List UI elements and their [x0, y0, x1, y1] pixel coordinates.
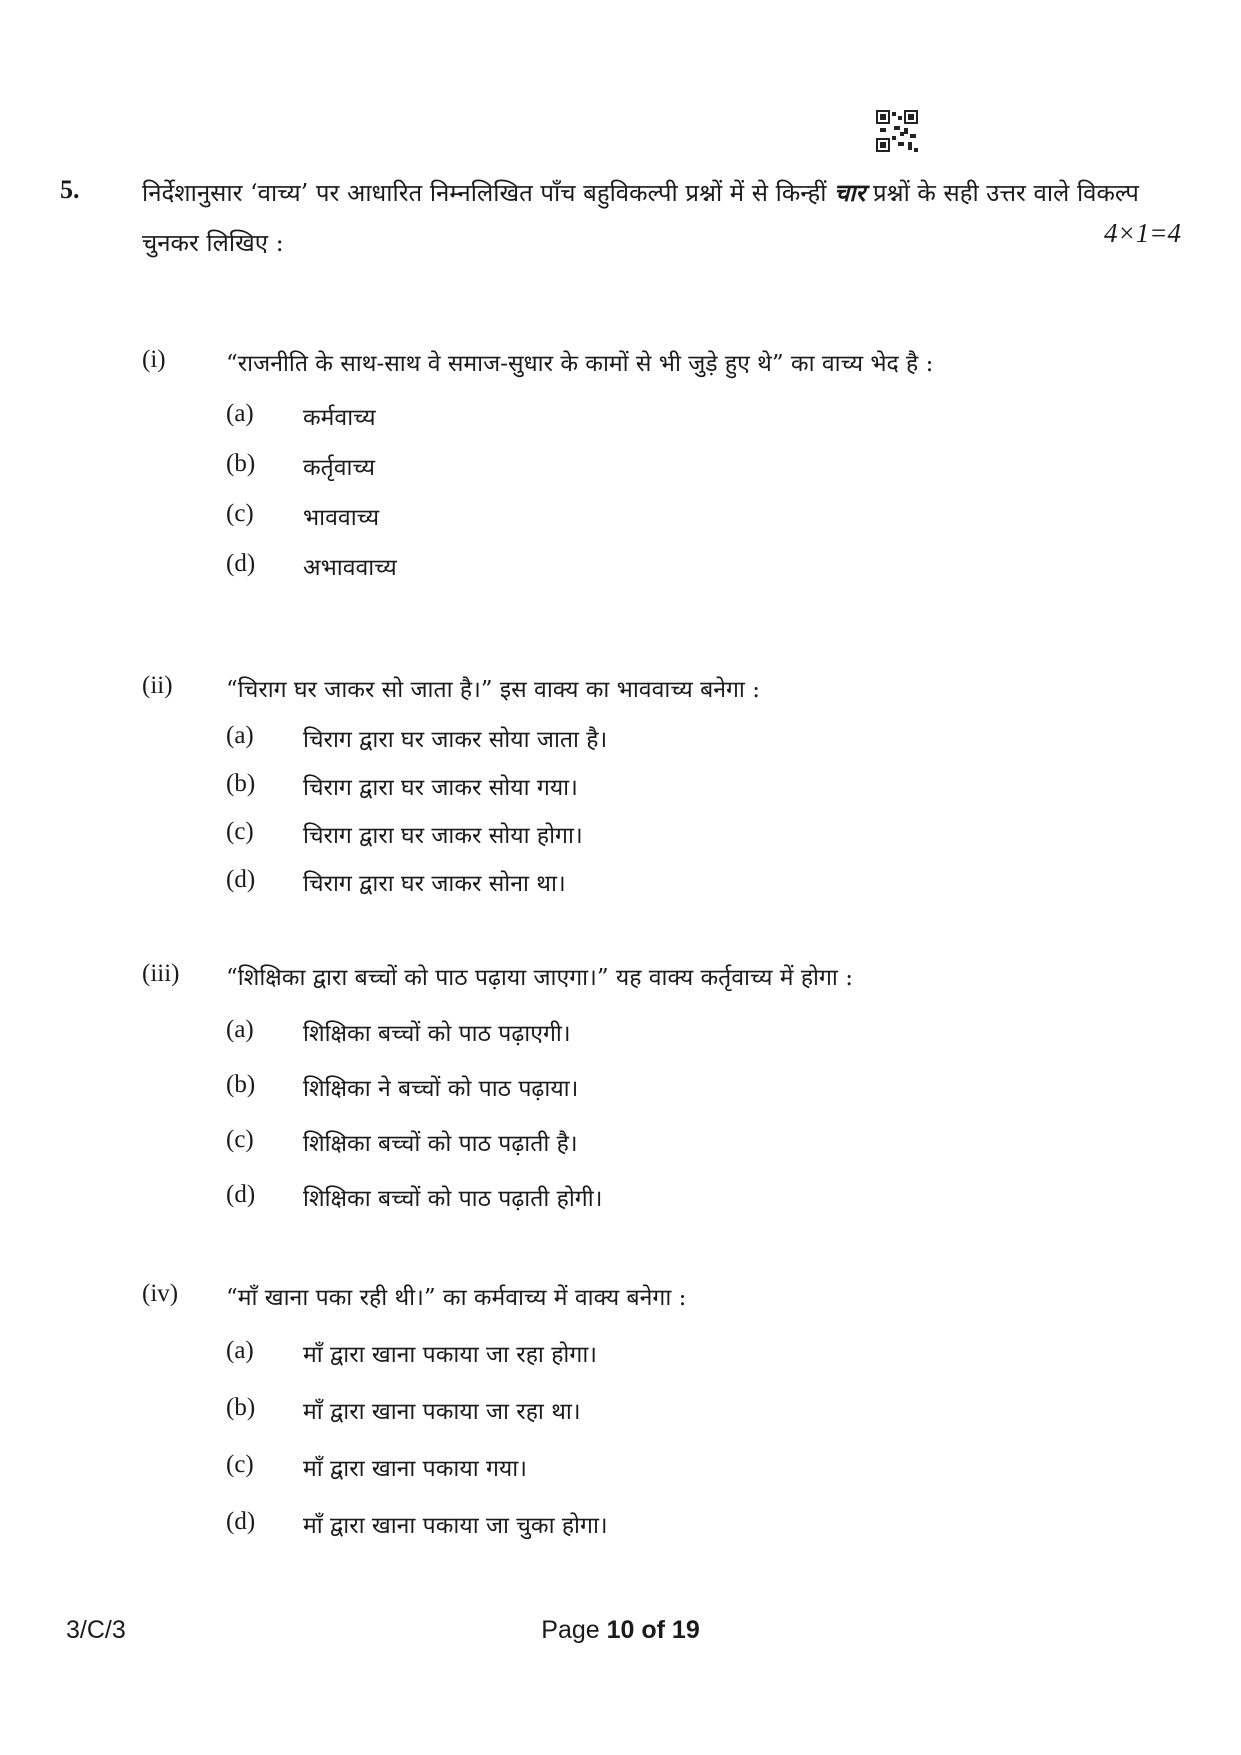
option-text: अभाववाच्य [303, 555, 397, 581]
option-letter: (a) [226, 1337, 254, 1364]
option-letter: (c) [226, 818, 254, 845]
option-letter: (a) [226, 400, 254, 427]
option-text: चिराग द्वारा घर जाकर सोया जाता है। [303, 727, 608, 753]
option-letter: (d) [226, 550, 256, 577]
page-current: 10 [606, 1616, 635, 1644]
subquestion-text: “राजनीति के साथ-साथ वे समाज-सुधार के कामों से भी जुड़े हुए थे” का वाच्य भेद है : [226, 351, 934, 377]
option-text: शिक्षिका बच्चों को पाठ पढ़ाती है। [303, 1131, 578, 1157]
option-letter: (b) [226, 770, 256, 797]
option-text: माँ द्वारा खाना पकाया जा रहा था। [303, 1399, 581, 1425]
question-text-before: निर्देशानुसार ‘वाच्य’ पर आधारित निम्नलिखित पाँच बहुविकल्पी प्रश्नों में से किन्हीं [142, 179, 835, 207]
option-text: कर्मवाच्य [303, 405, 376, 431]
question-text-after: प्रश्नों के सही उत्तर वाले विकल्प चुनकर लिखिए : [142, 179, 1139, 257]
option-letter: (d) [226, 866, 256, 893]
qr-code-icon [876, 110, 918, 152]
option-letter: (b) [226, 450, 256, 477]
option-text: माँ द्वारा खाना पकाया जा रहा होगा। [303, 1342, 597, 1368]
option-letter: (c) [226, 500, 254, 527]
option-letter: (a) [226, 722, 254, 749]
option-text: माँ द्वारा खाना पकाया गया। [303, 1456, 527, 1482]
question-text-emphasis: चार [834, 178, 866, 207]
subquestion-text: “माँ खाना पका रही थी।” का कर्मवाच्य में वाक्य बनेगा : [226, 1285, 687, 1311]
option-letter: (b) [226, 1394, 256, 1421]
option-text: कर्तृवाच्य [303, 455, 375, 481]
page-prefix: Page [541, 1616, 607, 1644]
option-letter: (d) [226, 1508, 256, 1535]
page-of: of [634, 1616, 672, 1644]
subquestion-number: (ii) [142, 672, 173, 699]
option-text: चिराग द्वारा घर जाकर सोया होगा। [303, 823, 583, 849]
option-letter: (c) [226, 1451, 254, 1478]
option-letter: (a) [226, 1016, 254, 1043]
subquestion-text: “चिराग घर जाकर सो जाता है।” इस वाक्य का भाववाच्य बनेगा : [226, 677, 760, 703]
paper-code: 3/C/3 [66, 1616, 126, 1644]
subquestion-text: “शिक्षिका द्वारा बच्चों को पाठ पढ़ाया जाएगा।” यह वाक्य कर्तृवाच्य में होगा : [226, 965, 853, 991]
subquestion-number: (i) [142, 346, 166, 373]
option-letter: (d) [226, 1181, 256, 1208]
option-text: चिराग द्वारा घर जाकर सोया गया। [303, 775, 578, 801]
question-marks: 4×1=4 [1104, 218, 1181, 248]
question-number: 5. [60, 175, 80, 204]
question-text [142, 168, 1182, 268]
option-text: शिक्षिका बच्चों को पाठ पढ़ाएगी। [303, 1021, 571, 1047]
page-total: 19 [671, 1616, 700, 1644]
page-indicator [0, 1616, 1241, 1645]
option-text: भाववाच्य [303, 505, 380, 531]
option-letter: (c) [226, 1126, 254, 1153]
subquestion-number: (iii) [142, 960, 180, 987]
option-text: शिक्षिका बच्चों को पाठ पढ़ाती होगी। [303, 1186, 603, 1212]
subquestion-number: (iv) [142, 1280, 179, 1307]
option-text: माँ द्वारा खाना पकाया जा चुका होगा। [303, 1513, 608, 1539]
option-text: चिराग द्वारा घर जाकर सोना था। [303, 871, 566, 897]
option-text: शिक्षिका ने बच्चों को पाठ पढ़ाया। [303, 1076, 579, 1102]
option-letter: (b) [226, 1071, 256, 1098]
